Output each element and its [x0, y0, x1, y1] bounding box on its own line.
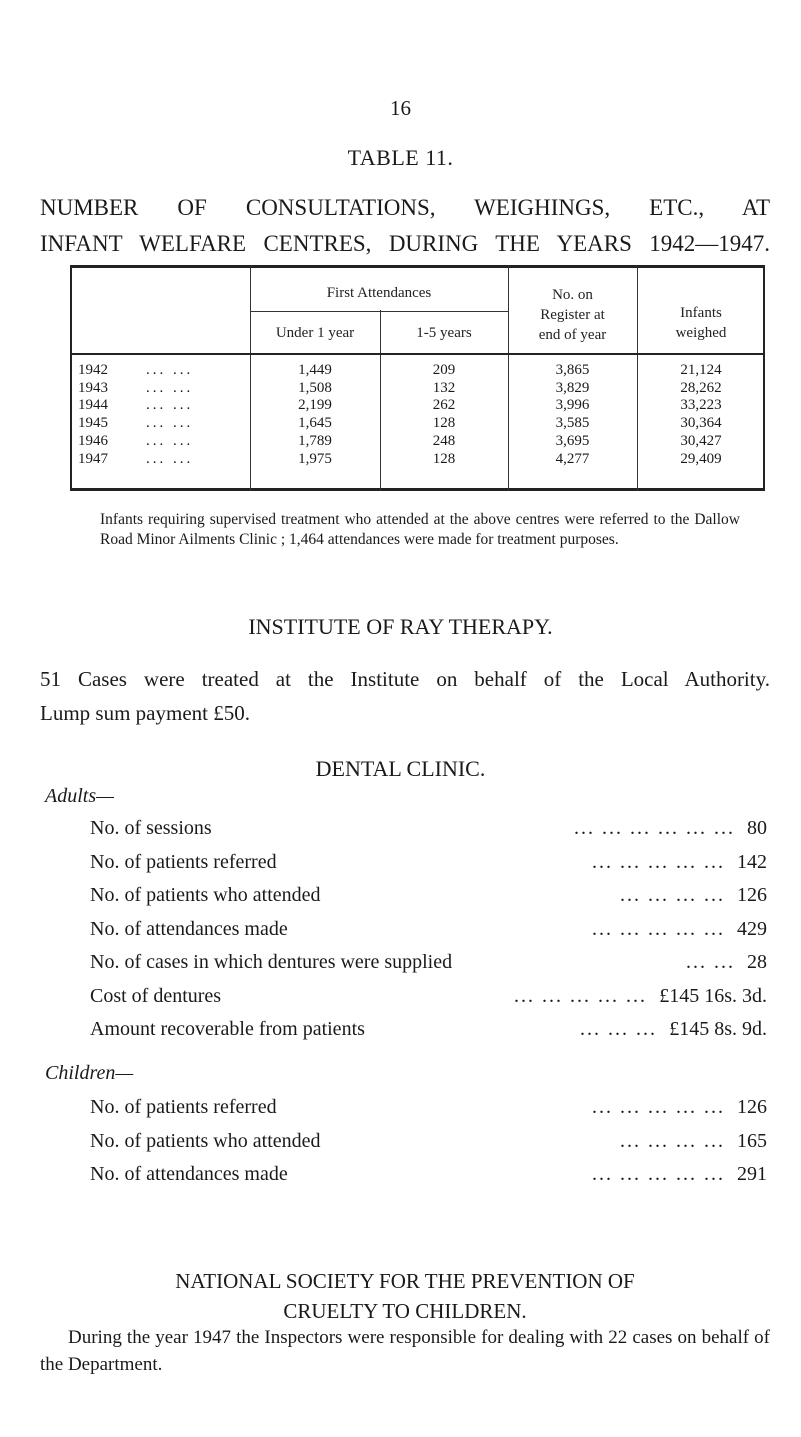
dental-row-value: 80	[747, 817, 767, 839]
dental-row-leader-dots: ... ... ... ... ... ...	[574, 817, 735, 839]
nspcc-title-line-2: CRUELTY TO CHILDREN.	[283, 1299, 527, 1323]
header-1-5-years: 1-5 years	[416, 325, 472, 341]
ray-therapy-line-1: 51 Cases were treated at the Institute on behalf of the Local Authority.	[40, 667, 770, 691]
dental-row	[90, 951, 767, 984]
table-heading-line-1: NUMBER OF CONSULTATIONS, WEIGHINGS, ETC., AT	[40, 195, 770, 220]
table-row-year: 1944 ... ...	[78, 397, 194, 414]
dental-row-label: No. of patients referred	[90, 850, 277, 873]
dental-row-leader-dots: ... ...	[686, 951, 735, 973]
dental-row-value: 165	[737, 1129, 767, 1152]
table-cell-register: 3,829	[555, 379, 590, 396]
table-border-bottom	[70, 488, 765, 491]
header-infants-weighed: Infants weighed	[675, 305, 727, 341]
table-heading	[40, 190, 770, 262]
dental-row-value: 126	[737, 884, 767, 906]
ray-therapy-line-2: Lump sum payment £50.	[40, 701, 250, 725]
nspcc-paragraph: During the year 1947 the Inspectors were responsible for dealing with 22 cases on behalf of the Department.	[40, 1327, 770, 1375]
table-cell-one5: 128	[432, 415, 456, 432]
dental-row-label: No. of patients who attended	[90, 884, 321, 906]
table-cell-weighed: 28,262	[680, 379, 722, 396]
ray-therapy-text	[40, 662, 770, 730]
ray-therapy-title: INSTITUTE OF RAY THERAPY.	[248, 614, 553, 639]
table-row-year: 1945 ... ...	[78, 415, 194, 432]
table-cell-under1: 1,449	[298, 362, 332, 378]
dental-row-leader-dots: ... ... ... ... ...	[592, 1163, 725, 1185]
table-title: TABLE 11.	[347, 145, 454, 170]
dental-row	[90, 851, 767, 884]
table-cell-one5: 132	[432, 379, 456, 396]
dental-row-leader-dots: ... ... ... ...	[620, 1129, 725, 1152]
table-cell-one5: 248	[432, 432, 456, 449]
dental-row-label: No. of sessions	[90, 817, 212, 839]
table-cell-weighed: 33,223	[680, 397, 722, 414]
header-register: No. on Register at end of year	[538, 287, 607, 343]
dental-row	[90, 1163, 767, 1196]
dental-row-value: 429	[737, 917, 767, 940]
header-first-attendances: First Attendances	[326, 285, 432, 301]
table-border-left	[70, 265, 72, 491]
dental-row	[90, 1130, 767, 1163]
header-divider	[70, 353, 765, 355]
children-label: Children—	[45, 1062, 134, 1084]
dental-row-leader-dots: ... ... ... ...	[620, 884, 725, 906]
dental-row	[90, 884, 767, 917]
table-row-year: 1947 ... ...	[78, 450, 194, 467]
table-cell-under1: 1,508	[298, 379, 332, 396]
table-cell-register: 3,865	[555, 362, 590, 378]
consultations-table	[70, 265, 765, 491]
dental-row-value: 142	[737, 850, 767, 873]
table-cell-under1: 1,975	[298, 450, 332, 467]
dental-row-value: £145 8s. 9d.	[669, 1018, 767, 1040]
table-cell-register: 4,277	[555, 450, 590, 467]
table-cell-register: 3,996	[555, 397, 590, 414]
table-row-year: 1943 ... ...	[78, 379, 194, 396]
table-cell-weighed: 30,427	[680, 432, 722, 449]
dental-row-leader-dots: ... ... ...	[580, 1018, 657, 1040]
dental-row-value: 291	[737, 1163, 767, 1185]
dental-row-value: 28	[747, 951, 767, 973]
table-cell-under1: 1,645	[298, 415, 332, 432]
dental-row-label: Cost of dentures	[90, 984, 222, 1007]
dental-row-leader-dots: ... ... ... ... ...	[592, 850, 725, 873]
table-cell-weighed: 21,124	[680, 362, 722, 378]
dental-row-label: No. of patients who attended	[90, 1129, 321, 1152]
table-cell-one5: 128	[432, 450, 456, 467]
dental-row	[90, 1096, 767, 1129]
dental-row	[90, 985, 767, 1018]
table-border-top	[70, 265, 765, 268]
header-subdivider	[250, 311, 508, 312]
dental-clinic-title: DENTAL CLINIC.	[315, 756, 486, 781]
table-cell-register: 3,695	[555, 432, 590, 449]
table-row-year: 1946 ... ...	[78, 432, 194, 449]
page-number: 16	[390, 96, 411, 120]
dental-row	[90, 1018, 767, 1051]
dental-row-label: No. of attendances made	[90, 1163, 288, 1185]
dental-row	[90, 817, 767, 850]
dental-row-label: No. of cases in which dentures were supplied	[90, 951, 453, 973]
table-cell-weighed: 30,364	[680, 415, 722, 432]
table-cell-register: 3,585	[555, 415, 590, 432]
nspcc-title-line-1: NATIONAL SOCIETY FOR THE PREVENTION OF	[175, 1269, 635, 1293]
table-cell-under1: 1,789	[298, 432, 332, 449]
dental-row-leader-dots: ... ... ... ... ...	[592, 917, 725, 940]
table-heading-line-2: INFANT WELFARE CENTRES, DURING THE YEARS 1942—1947.	[40, 231, 770, 256]
dental-row-label: Amount recoverable from patients	[90, 1018, 365, 1040]
table-row-year: 1942 ... ...	[78, 362, 194, 378]
nspcc-title	[40, 1266, 770, 1326]
dental-row-value: £145 16s. 3d.	[659, 984, 767, 1007]
table-cell-under1: 2,199	[298, 397, 332, 414]
table-cell-one5: 209	[432, 362, 456, 378]
table-note: Infants requiring supervised treatment who attended at the above centres were referred to the Dallow Road Minor Ailments Clinic ; 1,464 attendances were made for treatment purposes.	[100, 511, 740, 548]
dental-row	[90, 918, 767, 951]
table-cell-one5: 262	[432, 397, 456, 414]
header-under-1-year: Under 1 year	[275, 325, 355, 341]
dental-row-value: 126	[737, 1096, 767, 1118]
dental-row-label: No. of patients referred	[90, 1096, 277, 1118]
adults-label: Adults—	[45, 785, 114, 807]
dental-row-leader-dots: ... ... ... ... ...	[514, 984, 647, 1007]
table-cell-weighed: 29,409	[680, 450, 722, 467]
dental-row-label: No. of attendances made	[90, 917, 288, 940]
dental-row-leader-dots: ... ... ... ... ...	[592, 1096, 725, 1118]
